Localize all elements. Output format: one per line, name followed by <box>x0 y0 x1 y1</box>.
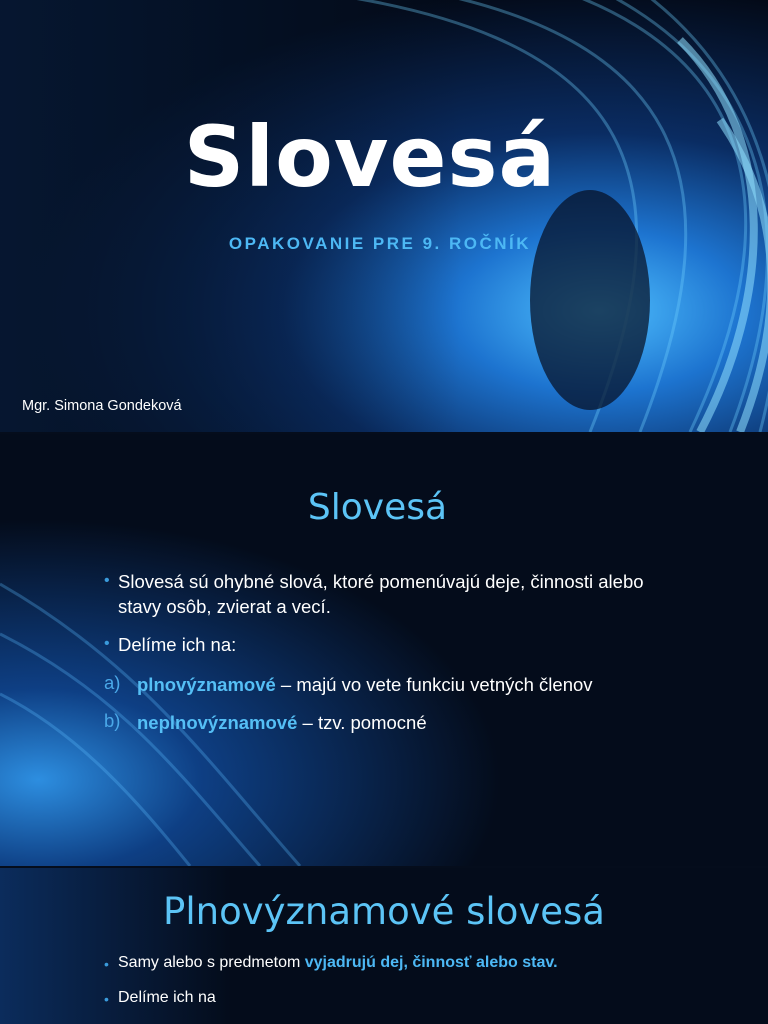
list-label-a: a) <box>104 672 121 693</box>
tunnel-background <box>0 0 768 432</box>
bullet-text: Slovesá sú ohybné slová, ktoré pomenúvajú deje, činnosti alebo <box>118 571 644 592</box>
list-label-b: b) <box>104 710 121 731</box>
bullet-icon: • <box>104 572 110 589</box>
slide-heading: Slovesá <box>307 487 448 528</box>
slide-title: Slovesá <box>183 108 557 206</box>
author-name: Mgr. Simona Gondeková <box>22 398 182 414</box>
bullet-prefix: Samy alebo s predmetom <box>118 954 305 971</box>
term-description: – majú vo vete funkciu vetných členov <box>275 674 593 695</box>
title-slide <box>0 0 768 432</box>
term-description: – tzv. pomocné <box>297 712 427 733</box>
bullet-text <box>118 954 558 972</box>
list-item-b <box>137 710 427 735</box>
bullet-icon: • <box>104 635 110 652</box>
slide-subtitle: OPAKOVANIE PRE 9. ROČNÍK <box>228 234 532 253</box>
bullet-icon: • <box>104 991 109 1007</box>
bullet-icon: • <box>104 956 109 972</box>
bullet-text: Delíme ich na: <box>118 634 237 655</box>
bullet-text: Delíme ich na <box>118 989 216 1006</box>
slide-heading: Plnovýznamové slovesá <box>163 890 605 933</box>
emphasis-text: vyjadrujú dej, činnosť alebo stav. <box>304 954 558 971</box>
term-neplnovyznamove: neplnovýznamové <box>137 712 298 733</box>
term-plnovyznamove: plnovýznamové <box>137 674 276 695</box>
list-item-a <box>137 672 593 697</box>
bullet-text-continued: stavy osôb, zvierat a vecí. <box>118 596 331 617</box>
